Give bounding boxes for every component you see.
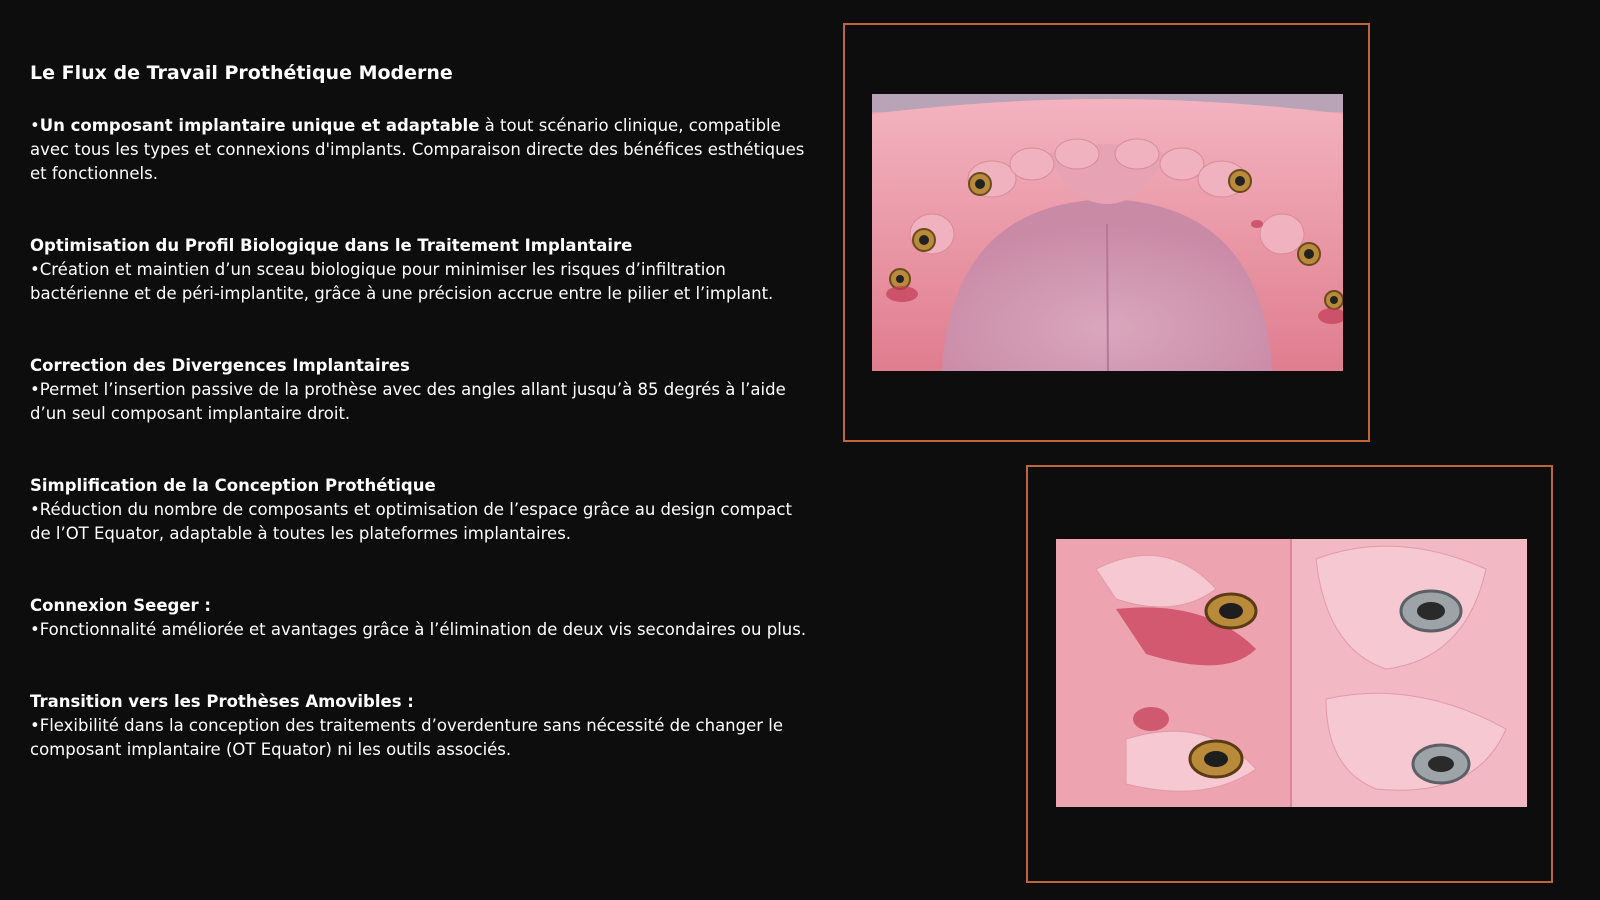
implant-icon [1190,741,1242,777]
implant-icon [1229,170,1251,192]
section-simplification [30,474,810,546]
implant-closeup-photo [1056,539,1527,807]
section-body: •Fonctionnalité améliorée et avantages grâce à l’élimination de deux vis secondaires ou plus. [30,620,807,639]
section-heading: Transition vers les Prothèses Amovibles : [30,692,414,711]
section-seeger-connection [30,594,810,642]
section-heading: Correction des Divergences Implantaires [30,356,410,375]
implant-icon [913,229,935,251]
intro-text: à tout scénario clinique, compatible avec tous les types et connexions d'implants. Comparaison directe des bénéfices esthétiques et fonctionnels. [30,116,805,183]
intro-bold-text: Un composant implantaire unique et adaptable [39,116,480,135]
section-body: •Réduction du nombre de composants et optimisation de l’espace grâce au design compact de l’OT Equator, adaptable à toutes les plateformes implantaires. [30,500,792,543]
upper-arch-illustration [872,94,1343,371]
section-heading: Simplification de la Conception Prothétique [30,476,436,495]
implant-icon [890,269,910,289]
intro-bullet: • [30,116,40,135]
slide-text-column [30,62,810,762]
implant-icon [1206,594,1256,628]
implant-icon [1325,291,1343,309]
implant-icon [1298,243,1320,265]
section-body: •Permet l’insertion passive de la prothèse avec des angles allant jusqu’à 85 degrés à l’aide d’un seul composant implantaire droit. [30,380,786,423]
slide-title: Le Flux de Travail Prothétique Moderne [30,62,453,84]
section-heading: Optimisation du Profil Biologique dans le Traitement Implantaire [30,236,633,255]
implant-closeup-illustration [1056,539,1527,807]
section-removable-transition [30,690,810,762]
implant-icon [1413,745,1469,783]
section-divergence-correction [30,354,810,426]
section-biological-profile [30,234,810,306]
section-body: •Création et maintien d’un sceau biologique pour minimiser les risques d’infiltration bactérienne et de péri-implantite, grâce à une précision accrue entre le pilier et l’implant. [30,260,774,303]
implant-icon [969,173,991,195]
section-heading: Connexion Seeger : [30,596,212,615]
intro-paragraph [30,114,810,186]
upper-arch-implant-photo [872,94,1343,371]
implant-icon [1401,591,1461,631]
section-body: •Flexibilité dans la conception des traitements d’overdenture sans nécessité de changer le composant implantaire (OT Equator) ni les outils associés. [30,716,784,759]
